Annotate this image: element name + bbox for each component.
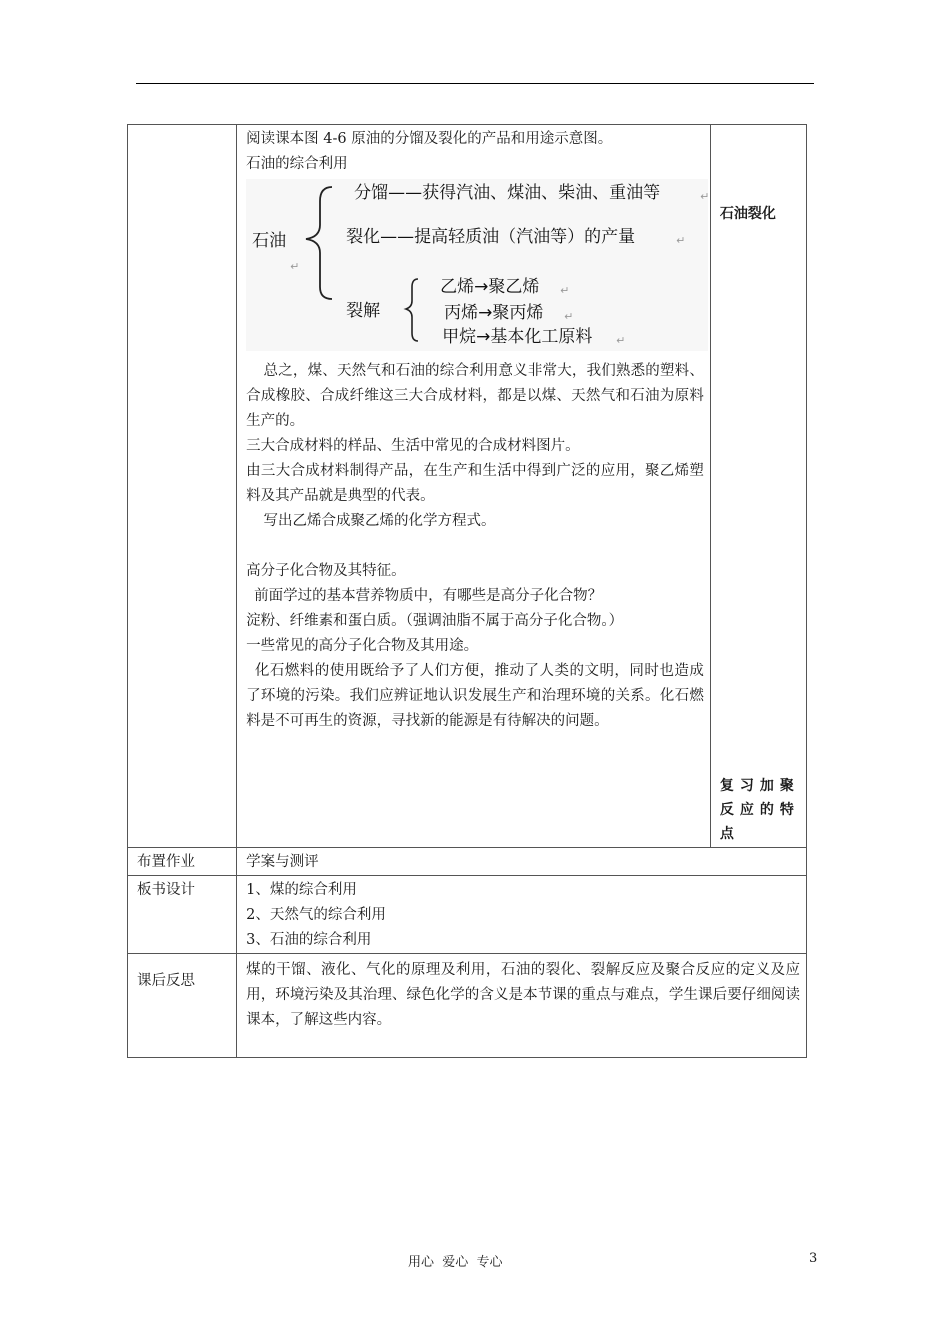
return-mark: ↵ <box>616 334 626 347</box>
reflection-value: 煤的干馏、液化、气化的原理及利用，石油的裂化、裂解反应及聚合反应的定义及应用，环境污染及其治理、绿色化学的含义是本节课的重点与难点，学生课后要仔细阅读课本，了解这些内容。 <box>237 954 807 1058</box>
sub-methane: 甲烷→基本化工原料 <box>442 327 593 347</box>
samples-line: 三大合成材料的样品、生活中常见的合成材料图片。 <box>246 438 580 454</box>
homework-label: 布置作业 <box>128 848 237 876</box>
spacer <box>246 534 704 559</box>
board-item: 1、煤的综合利用 <box>246 882 357 898</box>
return-mark: ↵ <box>676 234 686 247</box>
content-cell <box>237 125 711 848</box>
return-mark: ↵ <box>700 190 710 203</box>
branch-pyrolysis: 裂解 <box>346 301 381 321</box>
branch-cracking: 裂化——提高轻质油（汽油等）的产量 <box>346 227 636 247</box>
footer-motto: 用心 爱心 专心 <box>408 1255 503 1270</box>
homework-row <box>128 848 807 876</box>
content-row <box>128 125 807 848</box>
side-note-cell <box>710 125 806 848</box>
sub-propylene: 丙烯→聚丙烯 <box>444 303 544 323</box>
equation-line: 写出乙烯合成聚乙烯的化学方程式。 <box>263 513 496 529</box>
diagram-root: 石油 <box>252 231 287 251</box>
diagram-braces <box>246 179 708 351</box>
return-mark: ↵ <box>564 310 574 323</box>
board-items <box>237 876 807 954</box>
uses-line: 一些常见的高分子化合物及其用途。 <box>246 638 479 654</box>
return-mark: ↵ <box>560 284 570 297</box>
side-note-cracking: 石油裂化 <box>719 206 776 222</box>
empty-label-cell <box>128 125 237 848</box>
board-item: 2、天然气的综合利用 <box>246 907 386 923</box>
board-design-row <box>128 876 807 954</box>
polymer-heading: 高分子化合物及其特征。 <box>246 563 406 579</box>
side-note-polymerization: 复习加聚反应的特点 <box>719 778 800 842</box>
summary-paragraph: 总之，煤、天然气和石油的综合利用意义非常大，我们熟悉的塑料、合成橡胶、合成纤维这三大合成材料，都是以煤、天然气和石油为原料生产的。 <box>246 363 704 429</box>
answer-line: 淀粉、纤维素和蛋白质。（强调油脂不属于高分子化合物。） <box>246 613 624 629</box>
reflection-label: 课后反思 <box>128 954 237 1058</box>
homework-value: 学案与测评 <box>237 848 807 876</box>
header-rule <box>136 83 814 84</box>
page-number: 3 <box>809 1251 818 1266</box>
board-label: 板书设计 <box>128 876 237 954</box>
section-heading: 石油的综合利用 <box>246 156 348 172</box>
reflection-row <box>128 954 807 1058</box>
products-paragraph: 由三大合成材料制得产品，在生产和生活中得到广泛的应用，聚乙烯塑料及其产品就是典型的代表。 <box>246 463 704 504</box>
petroleum-utilization-diagram <box>246 179 708 351</box>
sub-ethylene: 乙烯→聚乙烯 <box>440 277 540 297</box>
fossil-fuel-paragraph: 化石燃料的使用既给予了人们方便，推动了人类的文明，同时也造成了环境的污染。我们应辨证地认识发展生产和治理环境的关系。化石燃料是不可再生的资源，寻找新的能源是有待解决的问题。 <box>246 663 704 729</box>
branch-distillation: 分馏——获得汽油、煤油、柴油、重油等 <box>354 183 661 203</box>
board-item: 3、石油的综合利用 <box>246 932 372 948</box>
lesson-table <box>127 124 807 1058</box>
return-mark: ↵ <box>290 260 300 273</box>
question-line: 前面学过的基本营养物质中，有哪些是高分子化合物？ <box>254 588 603 604</box>
reading-instruction: 阅读课本图 4-6 原油的分馏及裂化的产品和用途示意图。 <box>246 131 613 147</box>
